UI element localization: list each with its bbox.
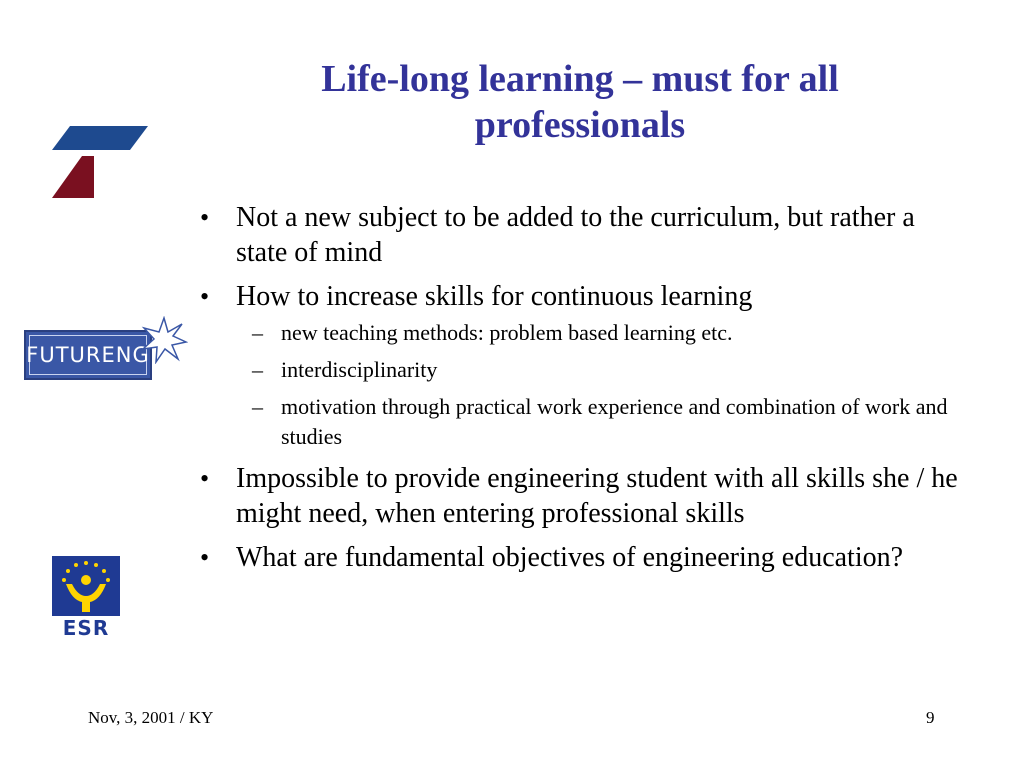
sub-bullet-text: interdisciplinarity xyxy=(281,357,438,382)
sub-bullet-list xyxy=(236,318,966,452)
bullet-text: Impossible to provide engineering student with all skills she / he might need, when entering professional skills xyxy=(236,463,958,529)
bullet-marker: • xyxy=(200,203,210,232)
footer-date-author: Nov, 3, 2001 / KY xyxy=(88,708,214,727)
bullet-item xyxy=(196,461,966,531)
sub-bullet-marker: – xyxy=(252,320,263,345)
esr-logo xyxy=(52,556,120,640)
futureng-logo xyxy=(24,316,174,384)
sub-bullet-item xyxy=(236,392,966,452)
bullet-item xyxy=(196,200,966,270)
sub-bullet-text: new teaching methods: problem based learning etc. xyxy=(281,320,733,345)
bullet-text: Not a new subject to be added to the curriculum, but rather a state of mind xyxy=(236,202,915,268)
sub-bullet-item xyxy=(236,355,966,385)
starburst-icon xyxy=(140,316,188,364)
sub-bullet-marker: – xyxy=(252,394,263,419)
title-line-1: Life-long learning – must for all xyxy=(321,58,839,100)
slide-title xyxy=(200,56,960,148)
sub-bullet-text: motivation through practical work experience and combination of work and studies xyxy=(281,394,948,449)
bullet-marker: • xyxy=(200,543,210,572)
esr-logo-text: ESR xyxy=(62,616,110,640)
bullet-item xyxy=(196,540,966,575)
futureng-logo-text: FUTURENG xyxy=(26,343,150,367)
esr-flag-icon xyxy=(52,556,120,616)
title-line-2: professionals xyxy=(474,104,686,146)
bullet-marker: • xyxy=(200,464,210,493)
bullet-text: How to increase skills for continuous learning xyxy=(236,281,753,312)
bullet-list xyxy=(196,200,966,584)
sub-bullet-marker: – xyxy=(252,357,263,382)
page-number: 9 xyxy=(926,708,935,727)
t-logo-icon xyxy=(52,126,148,198)
sub-bullet-item xyxy=(236,318,966,348)
bullet-text: What are fundamental objectives of engineering education? xyxy=(236,542,904,573)
bullet-item xyxy=(196,279,966,452)
bullet-marker: • xyxy=(200,282,210,311)
